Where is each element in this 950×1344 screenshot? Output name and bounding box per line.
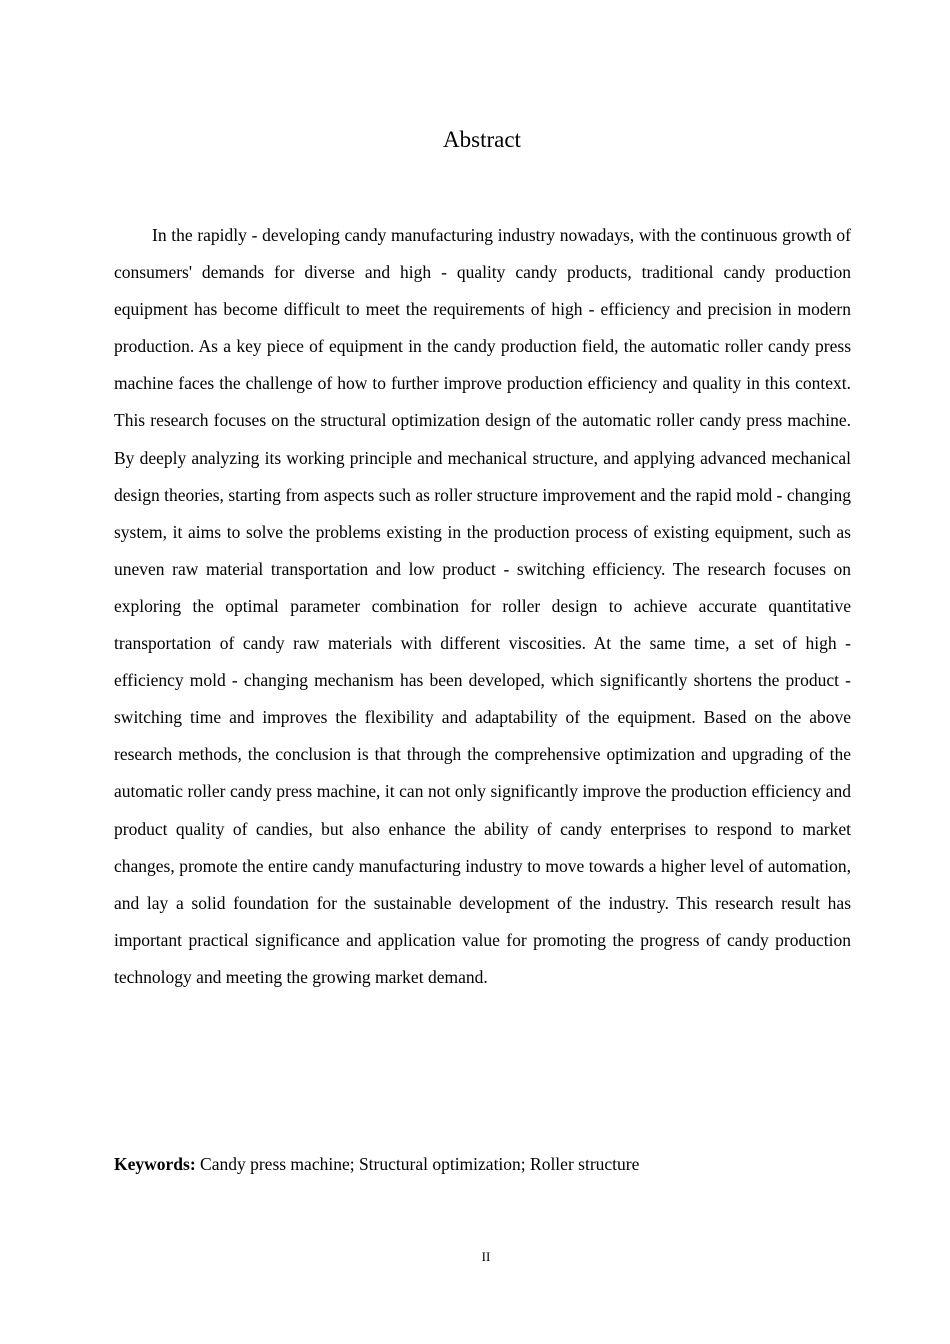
page-number: II [481, 1249, 491, 1264]
keywords-text: Candy press machine; Structural optimization; Roller structure [195, 1154, 640, 1174]
page-title: Abstract [443, 127, 521, 152]
keywords-line [114, 1146, 851, 1182]
keywords-label: Keywords: [114, 1154, 196, 1174]
abstract-body: In the rapidly - developing candy manufacturing industry nowadays, with the continuous growth of consumers' demands for diverse and high - quality candy products, traditional candy production equipment has become difficult to meet the requirements of high - efficiency and precision in modern production. As a key piece of equipment in the candy production field, the automatic roller candy press machine faces the challenge of how to further improve production efficiency and quality in this context. This research focuses on the structural optimization design of the automatic roller candy press machine. By deeply analyzing its working principle and mechanical structure, and applying advanced mechanical design theories, starting from aspects such as roller structure improvement and the rapid mold - changing system, it aims to solve the problems existing in the production process of existing equipment, such as uneven raw material transportation and low product - switching efficiency. The research focuses on exploring the optimal parameter combination for roller design to achieve accurate quantitative transportation of candy raw materials with different viscosities. At the same time, a set of high - efficiency mold - changing mechanism has been developed, which significantly shortens the product - switching time and improves the flexibility and adaptability of the equipment. Based on the above research methods, the conclusion is that through the comprehensive optimization and upgrading of the automatic roller candy press machine, it can not only significantly improve the production efficiency and product quality of candies, but also enhance the ability of candy enterprises to respond to market changes, promote the entire candy manufacturing industry to move towards a higher level of automation, and lay a solid foundation for the sustainable development of the industry. This research result has important practical significance and application value for promoting the progress of candy production technology and meeting the growing market demand. [114, 225, 851, 987]
